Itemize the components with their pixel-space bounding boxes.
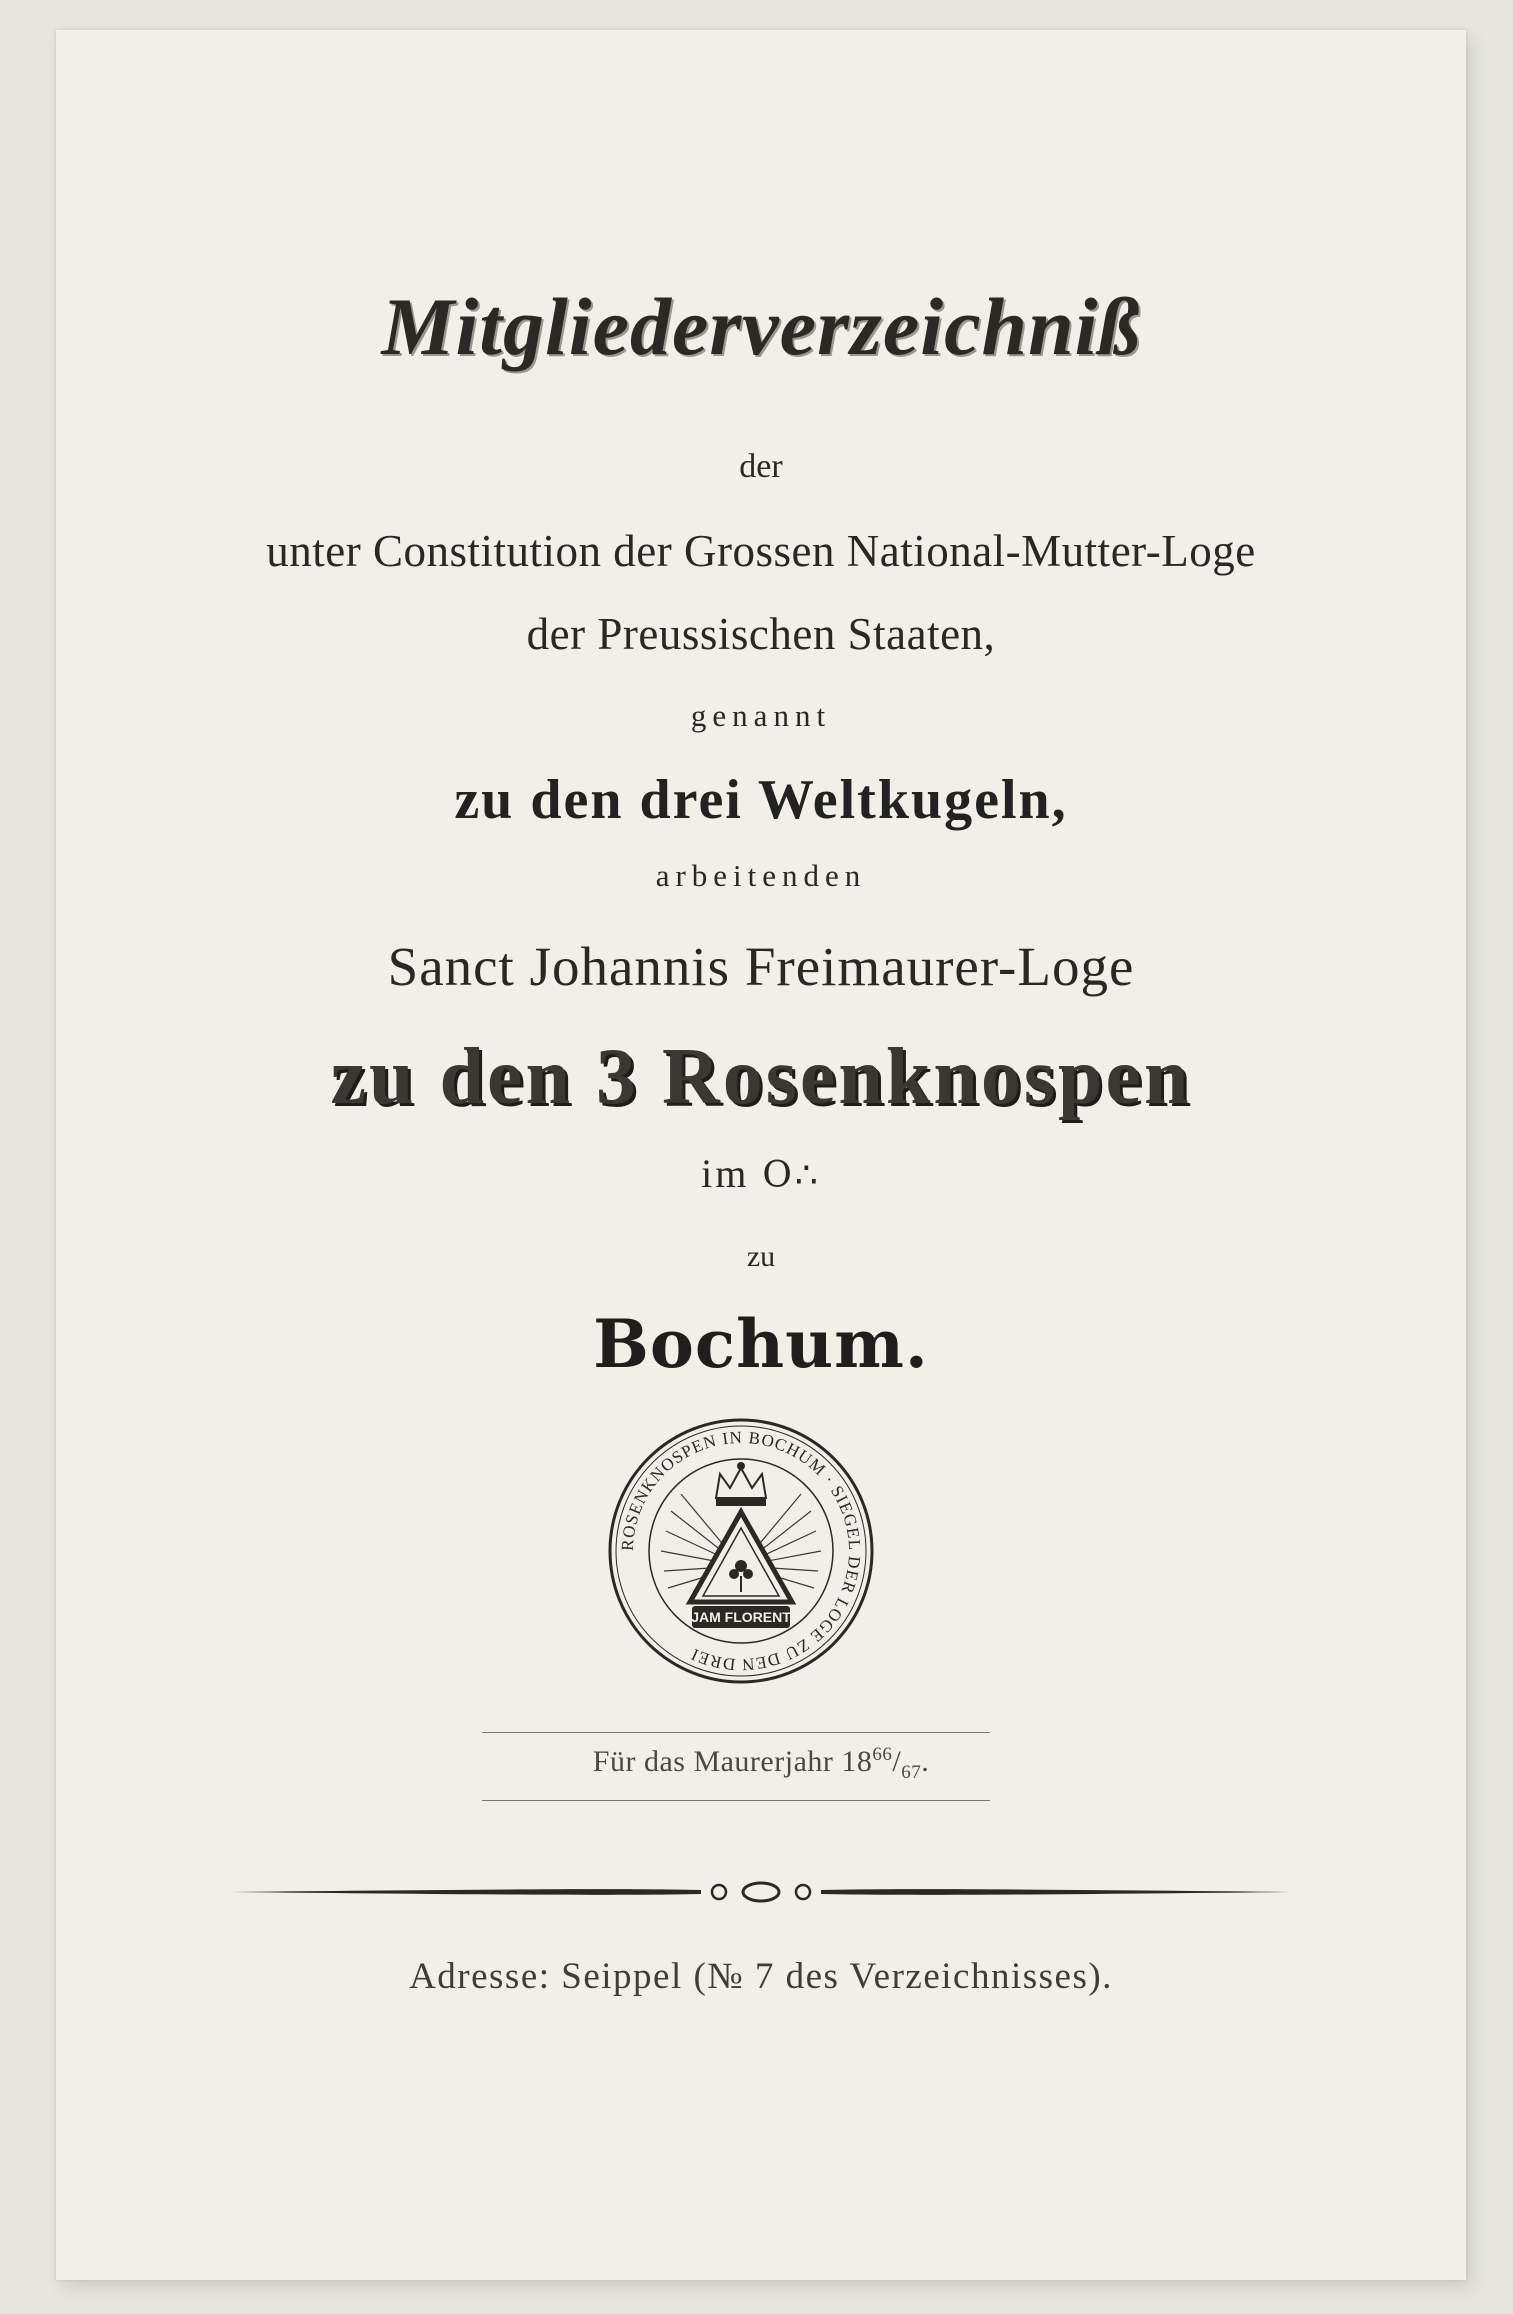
line-weltkugeln: zu den drei Weltkugeln, [454, 769, 1068, 831]
line-der: der [739, 448, 783, 485]
line-preussischen-staaten: der Preussischen Staaten, [526, 609, 996, 659]
document-title: Mitgliederverzeichniß [381, 281, 1141, 372]
line-adresse: Adresse: Seippel (№ 7 des Verzeichnisses). [409, 1956, 1113, 1997]
document-page [56, 30, 1466, 2280]
line-im-orient [56, 1150, 1466, 1197]
line-bochum: Bochum. [593, 1305, 929, 1383]
line-rosenknospen: zu den 3 Rosenknospen [330, 1033, 1192, 1121]
line-sanct-johannis: Sanct Johannis Freimaurer-Loge [387, 936, 1135, 997]
rule-bottom [482, 1800, 990, 1801]
lodge-seal [606, 1416, 876, 1686]
line-arbeitenden: arbeitenden [655, 858, 867, 893]
seal-ribbon-text: JAM FLORENT [691, 1609, 791, 1625]
maurerjahr-suffix: . [921, 1745, 930, 1778]
line-im-text: im [701, 1151, 750, 1196]
rule-top [482, 1732, 990, 1733]
line-constitution: unter Constitution der Grossen National-Mutter-Loge [266, 526, 1256, 576]
line-zu: zu [746, 1240, 776, 1273]
line-genannt: genannt [690, 698, 832, 733]
maurerjahr-slash: / [892, 1745, 902, 1778]
ornamental-divider [231, 1875, 1291, 1909]
maurerjahr-sub: 67 [901, 1762, 922, 1783]
maurerjahr-sup: 66 [872, 1744, 893, 1765]
crown-icon [716, 1462, 766, 1506]
maurerjahr-prefix: Für das Maurerjahr 18 [592, 1745, 873, 1778]
orient-symbol: O∴ [762, 1155, 821, 1196]
seal-ring-textpath: ROSENKNOSPEN IN BOCHUM · SIEGEL DER LOGE ZU DEN DREI [617, 1427, 865, 1675]
line-maurerjahr [56, 1744, 1466, 1784]
